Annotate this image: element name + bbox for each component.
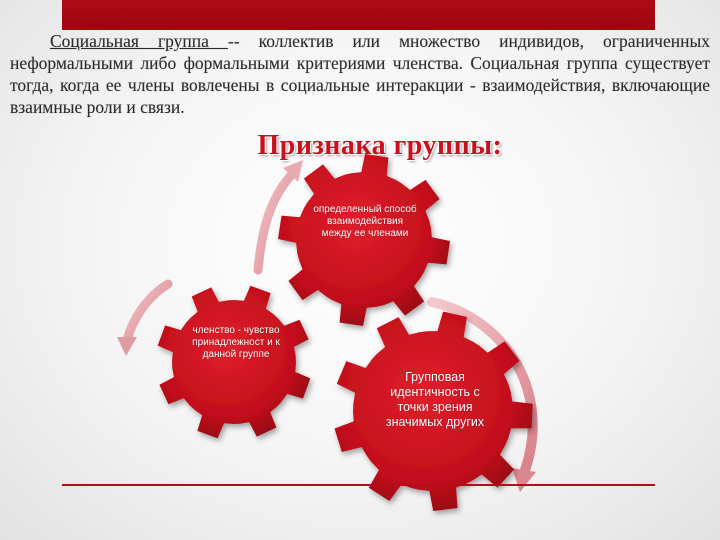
gear-left bbox=[158, 286, 311, 439]
cycle-arrow-left bbox=[127, 284, 168, 340]
gear2-body bbox=[158, 286, 311, 439]
gear-top bbox=[278, 154, 450, 326]
gear1-body bbox=[278, 154, 450, 326]
cycle-arrowhead-right bbox=[512, 468, 536, 492]
definition-term: Социальная группа bbox=[50, 31, 228, 51]
definition-text: -- коллектив или множество индивидов, ограниченных неформальными либо формальными критериями членства. Социальная группа существует тогда, когда ее члены вовлечены в социальные интеракции - взаимодействия, включающие взаимные роли и связи. bbox=[10, 31, 710, 117]
gear-left-label: членство - чувство принадлежност и к данной группе bbox=[192, 325, 280, 360]
cycle-arrowhead-left bbox=[117, 337, 137, 356]
slide-heading: Признака группы: bbox=[257, 130, 503, 161]
bottom-divider bbox=[62, 484, 655, 486]
gear-bottom-label: Групповая идентичность с точки зрения значимых других bbox=[385, 370, 485, 429]
gear-top-label: определенный способ взаимодействия между ее членами bbox=[313, 204, 417, 239]
